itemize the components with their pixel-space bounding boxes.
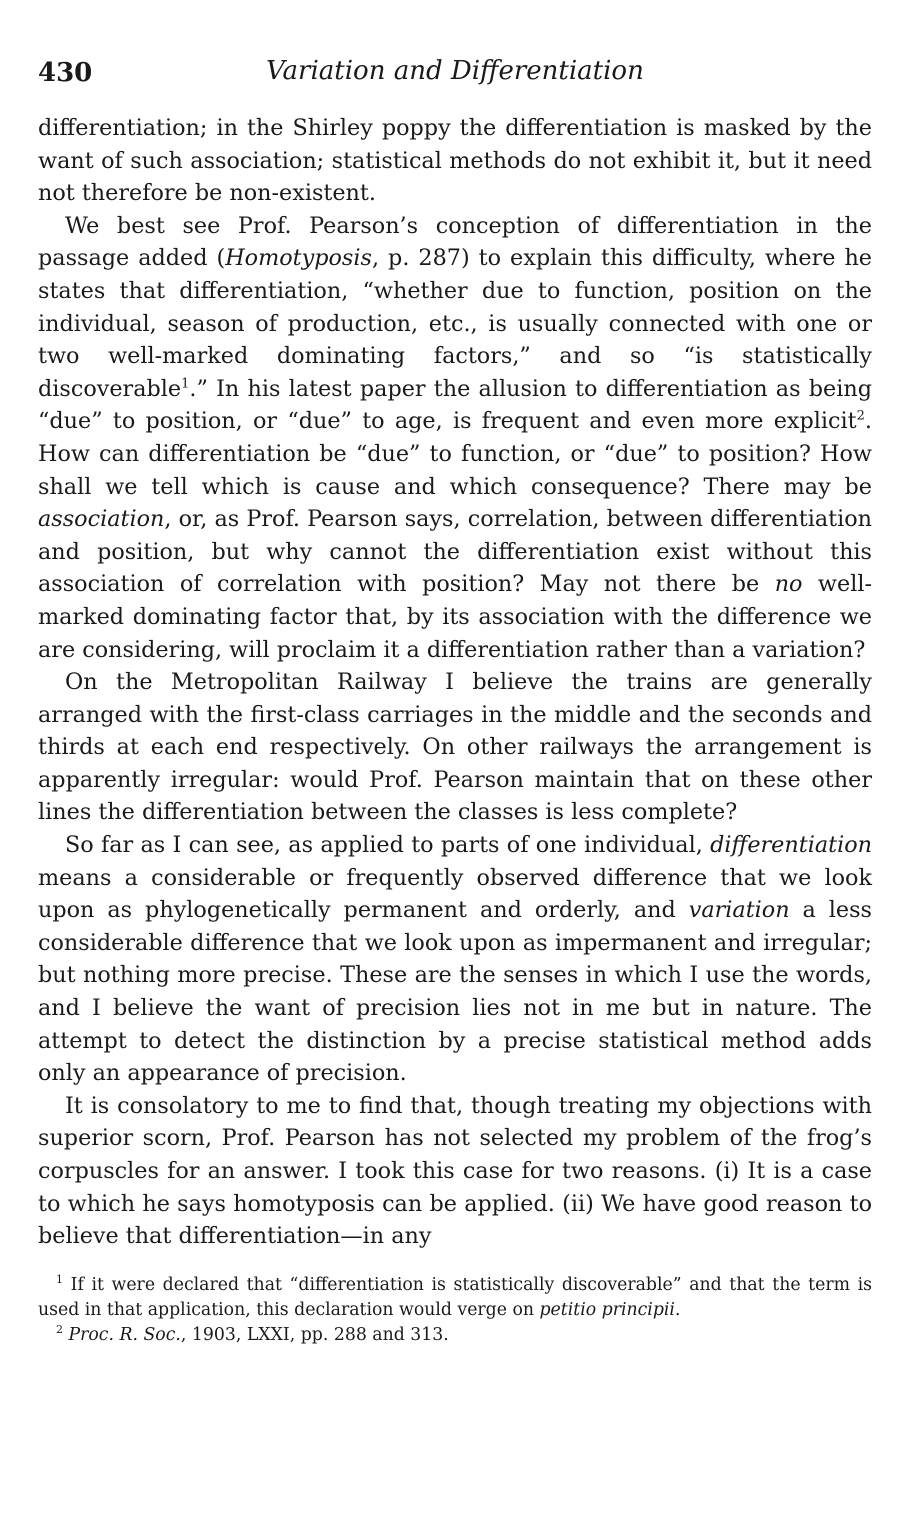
footnote-marker: 2 [56, 1323, 63, 1337]
italic-citation: Proc. R. Soc. [68, 1324, 181, 1345]
paragraph-text: differentiation; in the Shirley poppy the differentiation is masked by the want of such association; statistical methods do not exhibit it, but it need not therefore be non-existent. [38, 115, 872, 207]
paragraph-text: So far as I can see, as applied to parts of one individual, [65, 832, 711, 859]
paragraph-text: We best see Prof. Pearson’s conception of differentiation in the passage added ( [38, 212, 872, 272]
paragraph-text: means a considerable or frequently observed difference that we look upon as phylogenetically permanent and orderly, and [38, 864, 872, 924]
running-title: Variation and Differentiation [266, 56, 644, 86]
document-page [38, 54, 872, 1348]
footnote [38, 1273, 872, 1323]
italic-emphasis: petitio principii [539, 1299, 675, 1320]
paragraph [38, 210, 872, 666]
footnote-text: . [674, 1299, 681, 1320]
paragraph-text: , p. 287) to explain this difficulty, where he states that differentiation, “whether due to function, position on the individual, season of production, etc., is usually connected with one or two well-marked dominating factors,” and so “is statistically discoverable [38, 245, 872, 402]
paragraph-text: .” In his latest paper the allusion to differentiation as being “due” to position, or “due” to age, is frequent and even more explicit [38, 375, 872, 435]
footnote-text: If it were declared that “differentiation is statistically discoverable” and that the term is used in that application, this declaration would verge on [38, 1274, 872, 1320]
paragraph [38, 666, 872, 829]
paragraph-text: It is consolatory to me to find that, though treating my objections with superior scorn, Prof. Pearson has not selected my problem of the frog’s corpuscles for an answer. I took this case for two reasons. (i) It is a case to which he says homotyposis can be applied. (ii) We have good reason to believe that differentiation—in any [38, 1092, 872, 1250]
body-text [38, 112, 872, 1253]
paragraph-text: On the Metropolitan Railway I believe the trains are generally arranged with the first-class carriages in the middle and the seconds and thirds at each end respectively. On other railways the arrangement is apparently irregular: would Prof. Pearson maintain that on these other lines the differentiation between the classes is less complete? [38, 669, 872, 826]
italic-title: Homotyposis [225, 245, 372, 272]
paragraph-text: a less considerable difference that we look upon as impermanent and irregular; but nothing more precise. These are the senses in which I use the words, and I believe the want of precision lies not in me but in nature. The attempt to detect the distinction by a precise statistical method adds only an appearance of precision. [38, 897, 872, 1087]
footnote-ref: 2 [856, 408, 865, 424]
paragraph-text: , or, as Prof. Pearson says, correlation, between differentiation and position, but why cannot the differentiation exist without this association of correlation with position? May not there be [38, 506, 872, 598]
page-header [38, 54, 872, 98]
paragraph-text: . How can differentiation be “due” to function, or “due” to position? How shall we tell which is cause and which consequence? There may be [38, 408, 872, 500]
paragraph [38, 1090, 872, 1253]
italic-emphasis: no [774, 571, 803, 598]
italic-emphasis: variation [688, 897, 790, 924]
footnote [38, 1323, 872, 1348]
footnotes [38, 1273, 872, 1348]
italic-emphasis: association [38, 506, 165, 533]
paragraph [38, 829, 872, 1090]
italic-emphasis: differentiation [710, 832, 872, 859]
footnote-marker: 1 [56, 1273, 63, 1287]
paragraph-text: well-marked dominating factor that, by its association with the difference we are considering, will proclaim it a differentiation rather than a variation? [38, 571, 872, 663]
paragraph [38, 112, 872, 210]
footnote-ref: 1 [181, 376, 190, 392]
page-number: 430 [38, 58, 93, 88]
footnote-text: , 1903, LXXI, pp. 288 and 313. [180, 1324, 449, 1345]
